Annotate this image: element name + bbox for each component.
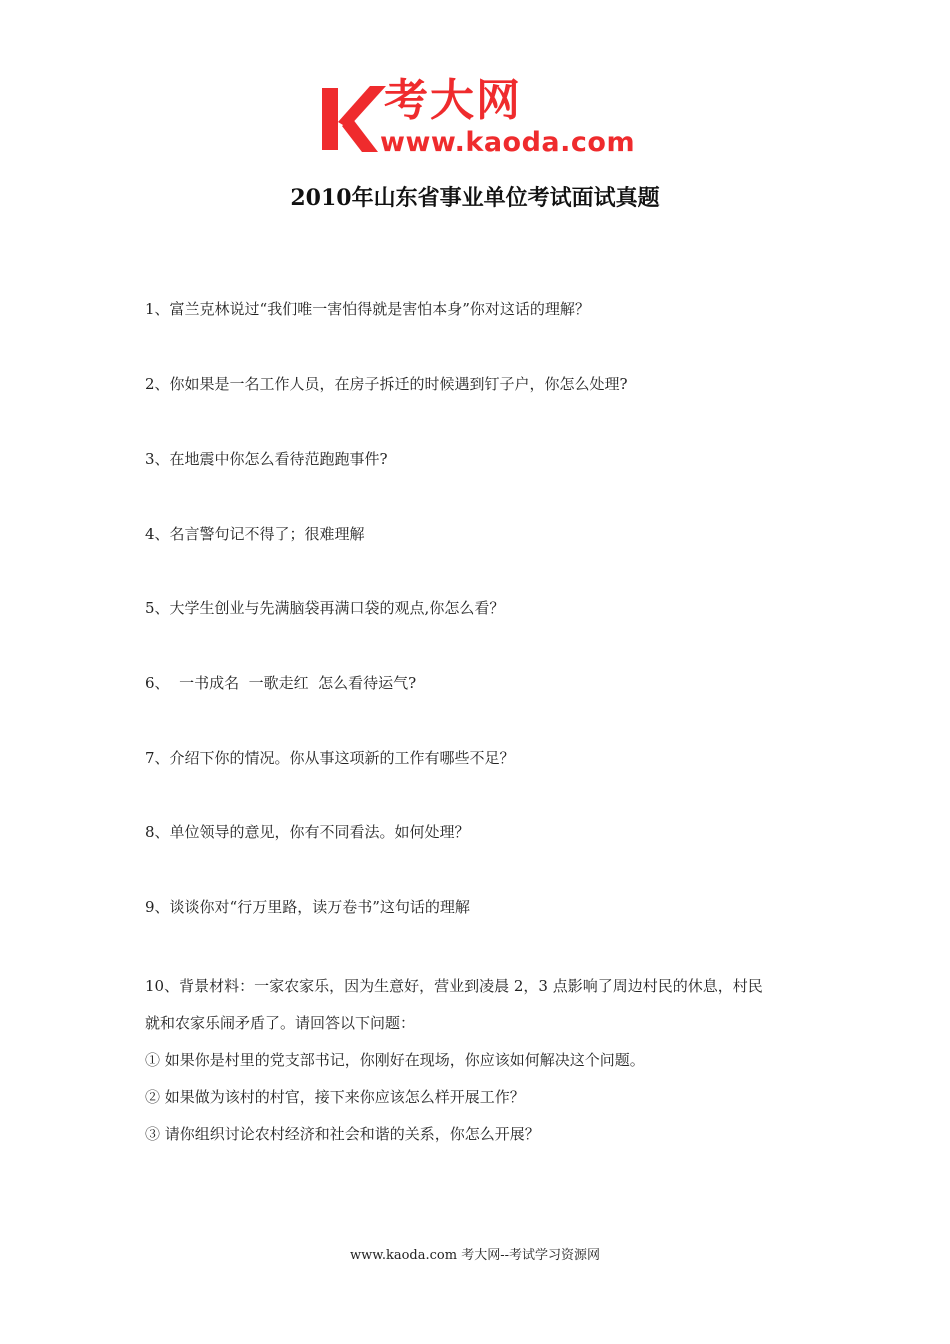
- logo-brand-name: 考大网: [384, 75, 522, 126]
- k-logo-icon: [318, 82, 388, 156]
- question-item-3: 3、在地震中你怎么看待范跑跑事件?: [145, 450, 388, 468]
- question-item-4: 4、名言警句记不得了；很难理解: [145, 525, 365, 543]
- logo-url: www.kaoda.com: [380, 127, 636, 158]
- question-item-7: 7、介绍下你的情况。你从事这项新的工作有哪些不足？: [145, 749, 515, 767]
- kaoda-logo: [318, 76, 638, 160]
- question-item-5: 5、大学生创业与先满脑袋再满口袋的观点,你怎么看？: [145, 599, 505, 617]
- question-item-9: 9、谈谈你对“行万里路，读万卷书”这句话的理解: [145, 898, 470, 916]
- question-10-sub-2: ② 如果做为该村的村官，接下来你应该怎么样开展工作？: [145, 1088, 525, 1106]
- question-item-10: [145, 968, 825, 1153]
- page-title: 2010年山东省事业单位考试面试真题: [290, 185, 660, 211]
- question-10-sub-1: ① 如果你是村里的党支部书记，你刚好在现场，你应该如何解决这个问题。: [145, 1051, 645, 1069]
- question-item-1: 1、富兰克林说过“我们唯一害怕得就是害怕本身”你对这话的理解？: [145, 300, 590, 318]
- question-10-line-1: 10、背景材料：一家农家乐，因为生意好，营业到凌晨 2，3 点影响了周边村民的休息，村民: [145, 977, 763, 995]
- question-10-line-2: 就和农家乐闹矛盾了。请回答以下问题：: [145, 1014, 416, 1032]
- page-footer: www.kaoda.com 考大网--考试学习资源网: [350, 1248, 600, 1263]
- question-item-8: 8、单位领导的意见，你有不同看法。如何处理？: [145, 823, 470, 841]
- question-10-sub-3: ③ 请你组织讨论农村经济和社会和谐的关系，你怎么开展？: [145, 1125, 540, 1143]
- question-item-2: 2、你如果是一名工作人员，在房子拆迁的时候遇到钉子户，你怎么处理?: [145, 375, 628, 393]
- question-item-6: 6、 一书成名 一歌走红 怎么看待运气?: [145, 674, 417, 692]
